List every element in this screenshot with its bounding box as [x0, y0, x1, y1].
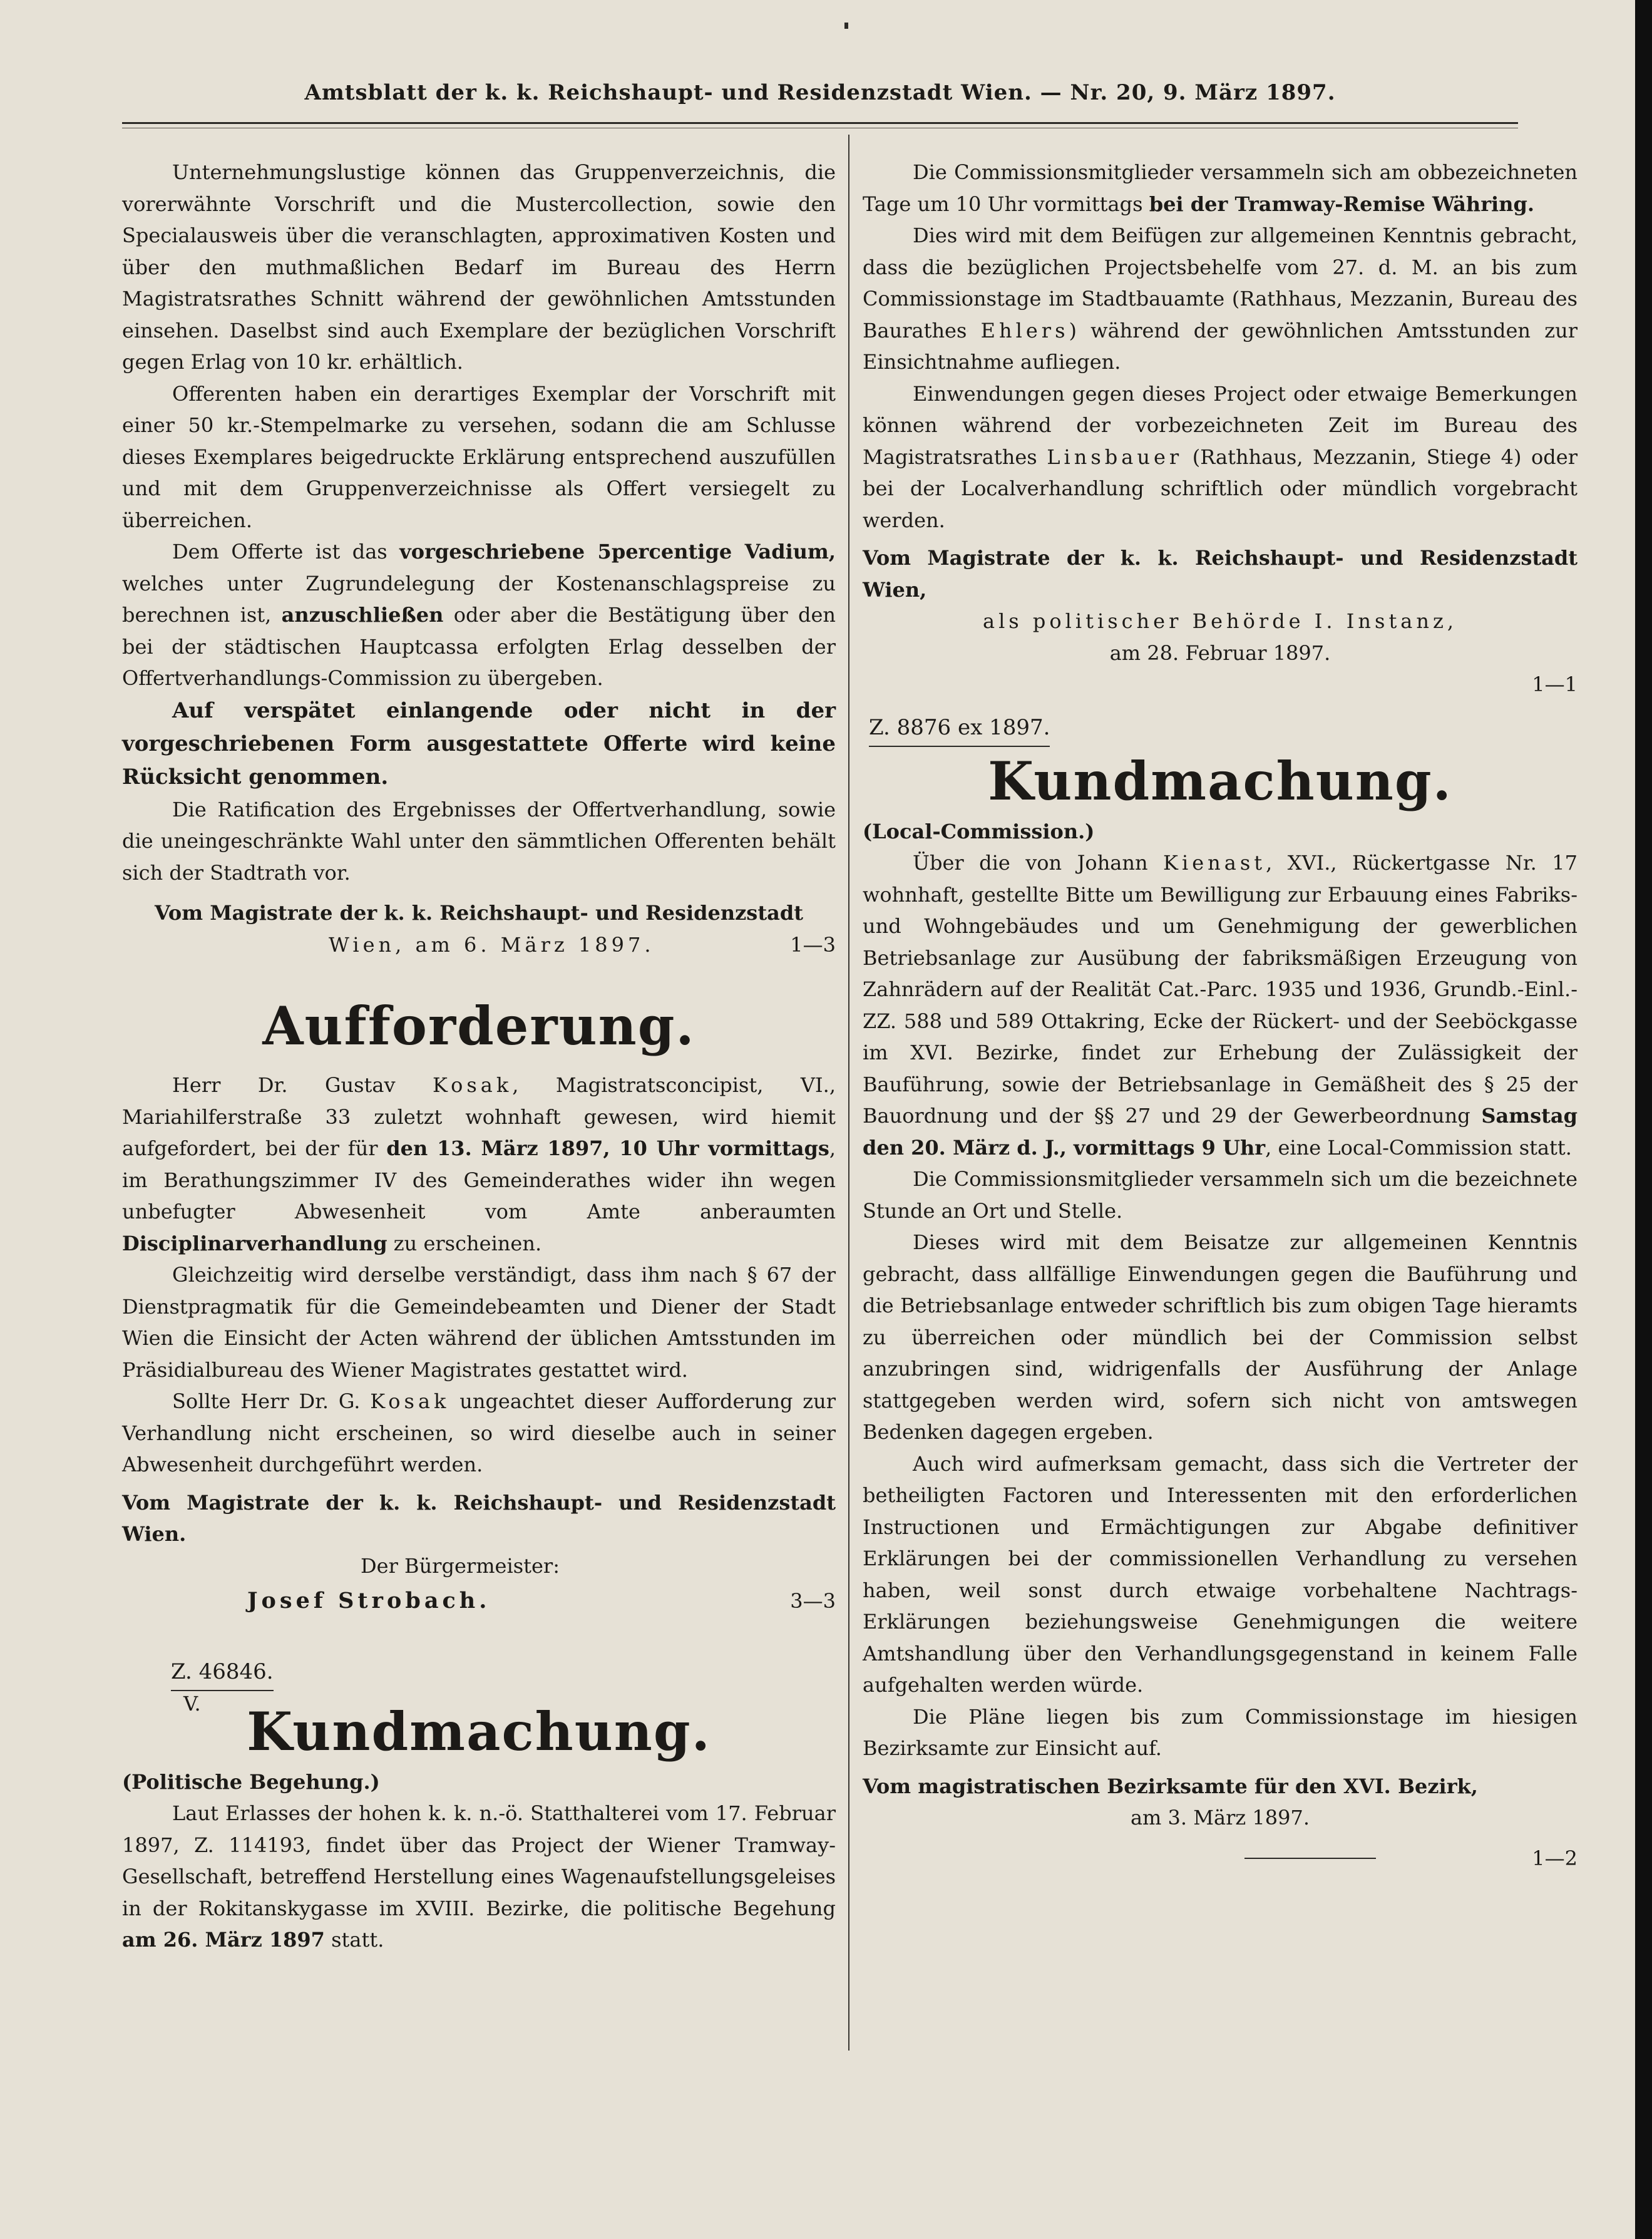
text: , im Berathungszimmer IV des Gemeinderathes wider ihn wegen unbefugter Abwesenheit vom Amte anberaumten: [122, 1136, 836, 1223]
issue-count: 1—3: [790, 932, 836, 957]
text: Dem Offerte ist das: [172, 540, 400, 564]
text: ) während der gewöhnlichen Amtsstunden zur Einsichtnahme aufliegen.: [863, 318, 1578, 374]
paragraph: Offerenten haben ein derartiges Exemplar der Vorschrift mit einer 50 kr.-Stempelmarke zu versehen, sodann die am Schlusse dieses Exemplares beigedruckte Erklärung entsprechend auszufüllen und mit dem Gruppenverzeichnisse als Offert versiegelt zu überreichen.: [122, 381, 836, 532]
paragraph: Die Ratification des Ergebnisses der Offertverhandlung, sowie die uneingeschränkte Wahl unter den sämmtlichen Offerenten behält sich der Stadtrath vor.: [122, 797, 836, 885]
text: Dies wird mit dem Beifügen zur allgemeinen Kenntnis gebracht, dass die bezüglichen Projectsbehelfe vom 27. d. M. an bis zum Commissionstage im Stadtbauamte (Rathhaus, Mezzanin, Bureau des Baurathes: [863, 224, 1578, 342]
paragraph: Gleichzeitig wird derselbe verständigt, dass ihm nach § 67 der Dienstpragmatik für die Gemeindebeamten und Diener der Stadt Wien die Einsicht der Acten während der üblichen Amtsstunden im Präsidialbureau des Wiener Magistrates gestattet wird.: [122, 1263, 836, 1382]
scan-edge: [1635, 0, 1652, 2239]
text: oder aber die Bestätigung über den bei der städtischen Hauptcassa erfolgten Erlag desselben der Offertverhandlungs-Commission zu übergeben.: [122, 603, 836, 690]
issue-count: 1—1: [1532, 672, 1578, 696]
emphasis: am 26. März 1897: [122, 1928, 325, 1952]
text: zu erscheinen.: [387, 1231, 542, 1255]
text: , XVI., Rückertgasse Nr. 17 wohnhaft, gestellte Bitte um Bewilligung zur Erbauung eines Fabriks- und Wohngebäudes und um Genehmigung der gewerblichen Betriebsanlage zur Ausübung der fabriksmäßigen Erzeugung von Zahnrädern auf der Realität Cat.-Parc. 1935 und 1936, Grundb.-Einl.-ZZ. 588 und 589 Ottakring, Ecke der Rückert- und der Seeböckgasse im XVI. Bezirke, findet zur Erhebung der Zulässigkeit der Bauführung, sowie der Betriebsanlage in Gemäßheit des § 25 der Bauordnung und der §§ 27 und 29 der Gewerbeordnung: [863, 851, 1578, 1128]
emphasis: vorgeschriebene 5percentige Vadium,: [399, 540, 836, 564]
text: statt.: [324, 1928, 384, 1952]
text: Einwendungen gegen dieses Project oder etwaige Bemerkungen können während der vorbezeichneten Zeit im Bureau des Magistratsrathes: [863, 381, 1578, 469]
paragraph: [122, 1798, 836, 1956]
signoff-line: Vom Magistrate der k. k. Reichshaupt- und Residenzstadt: [155, 901, 803, 925]
signoff-line: als politischer Behörde I. Instanz,: [982, 609, 1458, 633]
signoff-date: am 28. Februar 1897.: [1109, 641, 1331, 665]
text: Herr Dr. Gustav: [172, 1073, 433, 1097]
reference-number: Z. 46846.: [171, 1656, 274, 1691]
mayor-row: [122, 1585, 836, 1617]
text: , eine Local-Commission statt.: [1265, 1135, 1572, 1160]
emphasis: anzuschließen: [281, 603, 444, 627]
header-rule: [122, 122, 1518, 128]
text: Die Commissionsmitglieder versammeln sich am obbezeichneten Tage um 10 Uhr vormittags: [863, 160, 1578, 216]
page-header: Amtsblatt der k. k. Reichshaupt- und Residenzstadt Wien. — Nr. 20, 9. März 1897.: [304, 80, 1336, 105]
emphasis: den 13. März 1897, 10 Uhr vormittags: [386, 1136, 829, 1160]
paragraph: [122, 1069, 836, 1259]
signoff-row: [122, 929, 836, 961]
name: Kosak: [433, 1073, 513, 1097]
headline-aufforderung: Aufforderung.: [262, 995, 695, 1057]
subheading: (Local-Commission.): [863, 819, 1095, 843]
name: Kosak: [370, 1389, 450, 1413]
text: Laut Erlasses der hohen k. k. n.-ö. Statthalterei vom 17. Februar 1897, Z. 114193, findet über das Project der Wiener Tramway-Gesellschaft, betreffend Herstellung eines Wagenaufstellungsgeleises in der Rokitanskygasse im XVIII. Bezirke, die politische Begehung: [122, 1801, 836, 1920]
paragraph: Unternehmungslustige können das Gruppenverzeichnis, die vorerwähnte Vorschrift und die Mustercollection, sowie den Specialausweis über die veranschlagten, approximativen Kosten und über den muthmaßlichen Bedarf im Bureau des Herrn Magistratsrathes Schnitt während der gewöhnlichen Amtsstunden einsehen. Daselbst sind auch Exemplare der bezüglichen Vorschrift gegen Erlag von 10 kr. erhältlich.: [122, 160, 836, 374]
print-mark: [844, 23, 848, 29]
left-column: [122, 157, 836, 1956]
paragraph: Dieses wird mit dem Beisatze zur allgemeinen Kenntnis gebracht, dass allfällige Einwendungen gegen die Bauführung und die Betriebsanlage entweder schriftlich bis zum obigen Tage hieramts zu überreichen oder mündlich bei der Commission selbst anzubringen sind, widrigenfalls der Ausführung der Anlage stattgegeben werden wird, sofern sich nicht von amtswegen Bedenken dagegen ergeben.: [863, 1230, 1578, 1444]
text: welches unter Zugrundelegung der Kostenanschlagspreise zu berechnen ist,: [122, 571, 836, 627]
paragraph: [863, 378, 1578, 537]
signoff-date: Wien, am 6. März 1897.: [329, 932, 655, 957]
text: ungeachtet dieser Aufforderung zur Verhandlung nicht erscheinen, so wird dieselbe auch in seiner Abwesenheit durchgeführt werden.: [122, 1389, 836, 1476]
notice-bold: Auf verspätet einlangende oder nicht in der vorgeschriebenen Form ausgestattete Offerte wird keine Rücksicht genommen.: [122, 697, 836, 790]
headline-kundmachung: Kundmachung.: [988, 749, 1452, 812]
paragraph: [122, 1386, 836, 1481]
reference-section: V.: [183, 1691, 201, 1716]
text: Über die von Johann: [913, 851, 1164, 875]
column-divider: [848, 135, 849, 2051]
closing-rule: [1244, 1858, 1376, 1859]
signoff-line: Vom Magistrate der k. k. Reichshaupt- und Residenzstadt Wien,: [863, 546, 1578, 602]
subheading: (Politische Begehung.): [122, 1769, 380, 1794]
paragraph: [863, 220, 1578, 378]
paragraph: Die Commissionsmitglieder versammeln sich um die bezeichnete Stunde an Ort und Stelle.: [863, 1167, 1578, 1223]
closing-row: [863, 1843, 1578, 1875]
paragraph: Die Pläne liegen bis zum Commissionstage im hiesigen Bezirksamte zur Einsicht auf.: [863, 1704, 1578, 1760]
emphasis: Samstag den 20. März d. J., vormittags 9 Uhr: [863, 1104, 1578, 1160]
text: Sollte Herr Dr. G.: [172, 1389, 371, 1413]
signoff-line: Vom magistratischen Bezirksamte für den XVI. Bezirk,: [863, 1774, 1478, 1798]
mayor-name: Josef Strobach.: [247, 1588, 491, 1614]
name: Kienast: [1163, 851, 1266, 875]
reference-block: [863, 712, 1578, 747]
signoff-line: Vom Magistrate der k. k. Reichshaupt- und Residenzstadt Wien.: [122, 1490, 836, 1546]
paragraph: Auch wird aufmerksam gemacht, dass sich die Vertreter der betheiligten Factoren und Interessenten mit den erforderlichen Instructionen und Ermächtigungen zur Abgabe definitiver Erklärungen bei der commissionellen Verhandlung zu versehen haben, weil sonst durch etwaige vorbehaltene Nachtrags-Erklärungen beziehungsweise Genehmigungen die weitere Amtshandlung über den Verhandlungsgegenstand in keinem Falle aufgehalten werden würde.: [863, 1451, 1578, 1697]
headline-kundmachung: Kundmachung.: [247, 1700, 711, 1763]
paragraph: [863, 157, 1578, 220]
paragraph: [122, 536, 836, 694]
name: Ehlers: [980, 318, 1069, 342]
right-column: [863, 157, 1578, 1874]
emphasis: Disciplinarverhandlung: [122, 1231, 387, 1255]
name: Linsbauer: [1047, 445, 1183, 469]
text: , Magistratsconcipist, VI., Mariahilferstraße 33 zuletzt wohnhaft gewesen, wird hiemit aufgefordert, bei der für: [122, 1073, 836, 1160]
paragraph: [863, 847, 1578, 1163]
reference-number: Z. 8876 ex 1897.: [869, 712, 1050, 747]
issue-count: 1—2: [1532, 1846, 1578, 1870]
emphasis: bei der Tramway-Remise Währing.: [1149, 192, 1534, 216]
text: (Rathhaus, Mezzanin, Stiege 4) oder bei der Localverhandlung schriftlich oder mündlich vorgebracht werden.: [863, 445, 1578, 532]
issue-count: 3—3: [790, 1589, 836, 1613]
signoff-date: am 3. März 1897.: [1130, 1806, 1310, 1830]
mayor-title: Der Bürgermeister:: [360, 1553, 560, 1578]
